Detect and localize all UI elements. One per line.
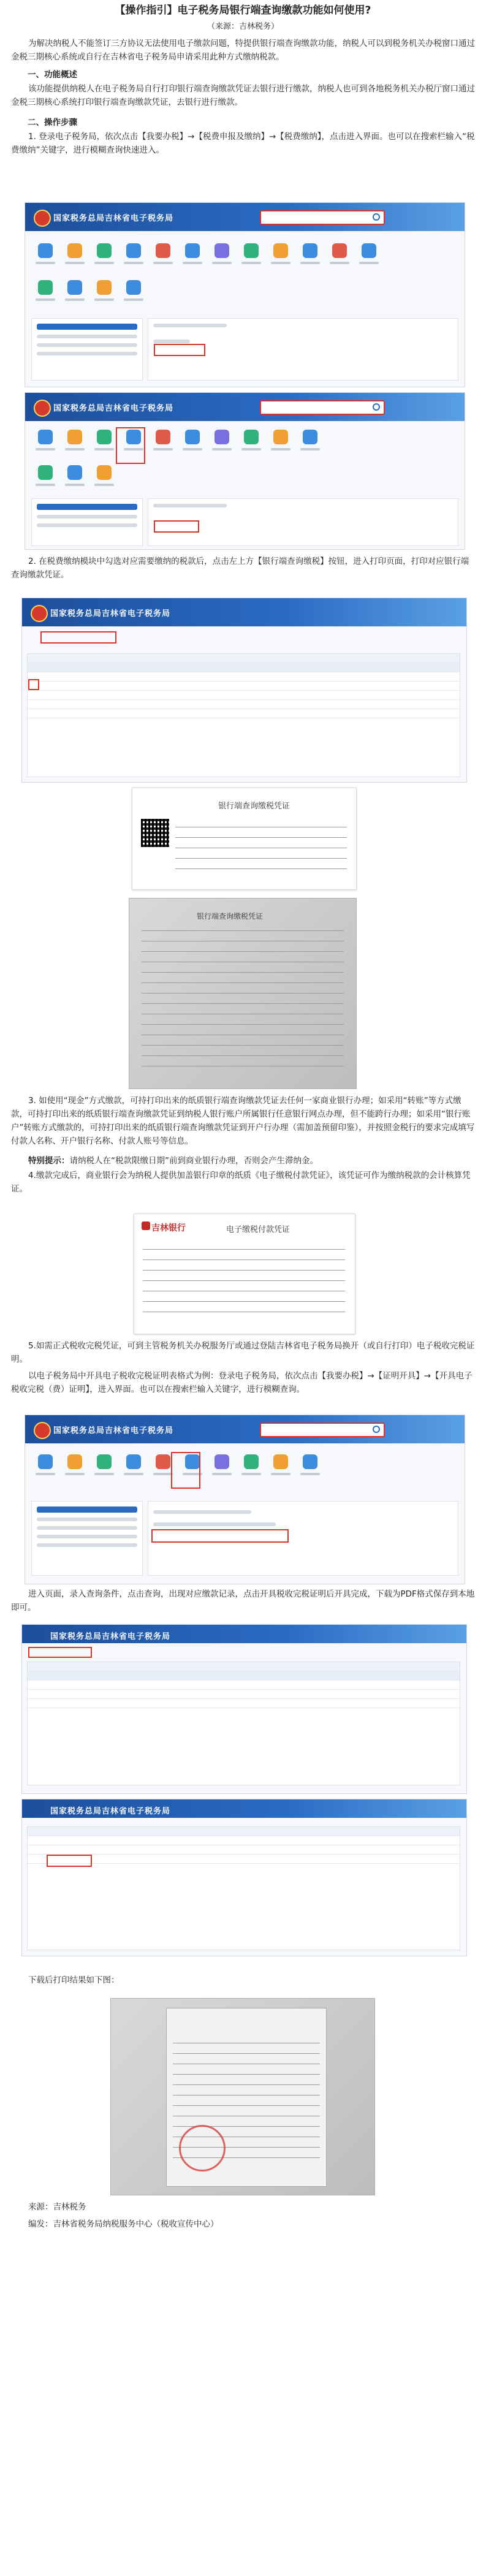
screenshot-certificate-query bbox=[21, 1624, 467, 1794]
voucher-title: 银行端查询缴税凭证 bbox=[218, 802, 290, 811]
step3-text: 3. 如使用“现金”方式缴款，可持打印出来的纸质银行端查询缴款凭证去任何一家商业银行办理；如采用“转账”等方式缴款，可持打印出来的纸质银行端查询缴款凭证到纳税人银行账户所属银行任意银行网点办理，但不能跨行办理；如采用“银行账户”转账方式缴款的，可持打印出来的纸质银行端查询缴款凭证到开户行办理（需加盖预留印鉴），并按照金税行的要求完成填写付款人名称、开户银行名称、付款人账号等信息。 bbox=[11, 1096, 475, 1146]
portal-banner bbox=[25, 1415, 465, 1443]
search-icon bbox=[373, 213, 380, 221]
app-icon[interactable] bbox=[34, 243, 57, 273]
banner-title: 国家税务总局吉林省电子税务局 bbox=[53, 404, 174, 413]
step5b-text: 以电子税务局中开具电子税收完税证明表格式为例：登录电子税务局，依次点击【我要办税】→【证明开具】→【开具电子税收完税（费）证明】，进入界面。也可以在搜索栏输入关键字，进行模糊查询。 bbox=[11, 1371, 473, 1394]
app-icon[interactable] bbox=[210, 430, 234, 459]
download-text: 下载后打印结果如下图： bbox=[28, 1975, 120, 1985]
portal-banner bbox=[22, 598, 466, 626]
app-icon[interactable] bbox=[240, 243, 263, 273]
intro-paragraph: 为解决纳税人不能签订三方协议无法使用电子缴款问题，特提供银行端查询缴款功能，纳税人可以到税务机关办税窗口通过金税三期核心系统或自行在吉林省电子税务局申请采用此种方式缴纳税款。 bbox=[11, 39, 475, 62]
source-line: （来源：吉林税务） bbox=[207, 22, 279, 31]
side-menu bbox=[31, 1501, 143, 1576]
special-tip bbox=[28, 1154, 476, 1168]
special-tip-text: 请纳税人在“税款限缴日期”前到商业银行办理，否则会产生滞纳金。 bbox=[69, 1156, 318, 1166]
highlight-box bbox=[47, 1855, 92, 1867]
tax-emblem-icon bbox=[34, 1422, 51, 1439]
bank-name: 吉林银行 bbox=[151, 1223, 186, 1233]
banner-title: 国家税务总局吉林省电子税务局 bbox=[50, 1807, 171, 1816]
voucher-photo bbox=[129, 898, 357, 1089]
app-icon[interactable] bbox=[34, 430, 57, 459]
screenshot-portal-2 bbox=[25, 392, 465, 550]
highlight-box bbox=[171, 1452, 200, 1489]
bank-voucher-image bbox=[134, 1214, 355, 1334]
app-icon[interactable] bbox=[298, 1454, 322, 1484]
screenshot-portal-3 bbox=[25, 1415, 465, 1584]
app-icon[interactable] bbox=[93, 465, 116, 495]
highlight-box bbox=[28, 1647, 92, 1658]
app-icon[interactable] bbox=[181, 243, 204, 273]
banner-title: 国家税务总局吉林省电子税务局 bbox=[50, 1632, 171, 1641]
result-table bbox=[27, 1826, 460, 1950]
app-icon[interactable] bbox=[93, 243, 116, 273]
app-icon[interactable] bbox=[34, 1454, 57, 1484]
footer-editor: 编发：吉林省税务局纳税服务中心（税收宣传中心） bbox=[28, 2219, 219, 2229]
search-icon bbox=[373, 403, 380, 411]
banner-title: 国家税务总局吉林省电子税务局 bbox=[53, 214, 174, 223]
app-icon[interactable] bbox=[298, 430, 322, 459]
app-icon-row bbox=[34, 243, 456, 273]
app-icon[interactable] bbox=[151, 430, 175, 459]
bank-voucher-title: 电子缴税付款凭证 bbox=[226, 1225, 290, 1234]
highlight-box bbox=[151, 1529, 289, 1543]
step5-text: 5.如需正式税收完税凭证，可到主管税务机关办税服务厅或通过登陆吉林省电子税务局换开（或自行打印）电子税收完税证明。 bbox=[11, 1341, 475, 1364]
app-icon[interactable] bbox=[357, 243, 381, 273]
app-icon[interactable] bbox=[122, 1454, 145, 1484]
app-icon-row bbox=[34, 280, 456, 310]
search-input[interactable] bbox=[260, 210, 385, 225]
step2-text: 2. 在税费缴纳模块中勾选对应需要缴纳的税款后，点击左上方【银行端查询缴税】按钮，进入打印页面，打印对应银行端查询缴款凭证。 bbox=[11, 557, 469, 580]
tax-emblem-icon bbox=[31, 605, 48, 622]
screenshot-portal-1 bbox=[25, 202, 465, 387]
app-icon[interactable] bbox=[93, 430, 116, 459]
banner-title: 国家税务总局吉林省电子税务局 bbox=[50, 609, 171, 618]
screenshot-certificate-result bbox=[21, 1799, 467, 1956]
step5c-text: 进入页面，录入查询条件，点击查询，出现对应缴款记录，点击开具税收完税证明后开具完成，下载为PDF格式保存到本地即可。 bbox=[11, 1589, 475, 1613]
query-table bbox=[27, 1662, 460, 1785]
app-icon[interactable] bbox=[93, 280, 116, 310]
step1-text: 1. 登录电子税务局，依次点击【我要办税】→【税费申报及缴纳】→【税费缴纳】，点击进入界面。也可以在搜索栏输入“税费缴纳”关键字，进行模糊查询快速进入。 bbox=[11, 132, 475, 155]
app-icon[interactable] bbox=[328, 243, 351, 273]
voucher-photo-title: 银行端查询缴税凭证 bbox=[197, 912, 264, 921]
app-icon-row bbox=[34, 1454, 456, 1484]
section2-heading: 二、操作步骤 bbox=[28, 118, 77, 127]
highlight-box bbox=[154, 344, 205, 356]
highlight-box bbox=[28, 679, 39, 690]
special-tip-label: 特别提示： bbox=[28, 1156, 70, 1166]
app-icon[interactable] bbox=[122, 280, 145, 310]
section1-heading: 一、功能概述 bbox=[28, 70, 77, 80]
bank-logo-icon bbox=[142, 1222, 150, 1230]
app-icon-row bbox=[34, 465, 456, 495]
app-icon[interactable] bbox=[240, 430, 263, 459]
side-menu bbox=[31, 498, 143, 546]
search-input[interactable] bbox=[260, 400, 385, 415]
highlight-box bbox=[40, 631, 116, 644]
app-icon[interactable] bbox=[240, 1454, 263, 1484]
app-icon[interactable] bbox=[63, 243, 86, 273]
app-icon[interactable] bbox=[210, 243, 234, 273]
app-icon[interactable] bbox=[181, 430, 204, 459]
red-stamp-icon bbox=[179, 2125, 226, 2171]
app-icon[interactable] bbox=[63, 430, 86, 459]
page-title: 【操作指引】电子税务局银行端查询缴款功能如何使用? bbox=[115, 4, 371, 17]
portal-banner bbox=[22, 1625, 466, 1643]
app-icon[interactable] bbox=[210, 1454, 234, 1484]
app-icon[interactable] bbox=[63, 465, 86, 495]
screenshot-payment-table bbox=[21, 598, 467, 783]
tax-emblem-icon bbox=[34, 210, 51, 227]
app-icon[interactable] bbox=[122, 243, 145, 273]
app-icon[interactable] bbox=[34, 280, 57, 310]
step4-text: 4.缴款完成后，商业银行会为纳税人提供加盖银行印章的纸质《电子缴税付款凭证》，该凭证可作为缴纳税款的会计核算凭证。 bbox=[11, 1171, 471, 1194]
highlight-box bbox=[154, 520, 199, 533]
highlight-box bbox=[116, 427, 145, 464]
portal-banner bbox=[25, 203, 465, 231]
app-icon[interactable] bbox=[34, 465, 57, 495]
app-icon[interactable] bbox=[93, 1454, 116, 1484]
banner-title: 国家税务总局吉林省电子税务局 bbox=[53, 1426, 174, 1435]
app-icon[interactable] bbox=[298, 243, 322, 273]
search-icon bbox=[373, 1426, 380, 1433]
app-icon-row bbox=[34, 430, 456, 459]
qr-code-overlay bbox=[141, 819, 169, 847]
side-menu bbox=[31, 318, 143, 381]
section1-text: 该功能提供纳税人在电子税务局自行打印银行端查询缴款凭证去银行进行缴款，纳税人也可到各地税务机关办税厅窗口通过金税三期核心系统打印银行端查询缴款凭证，去银行进行缴款。 bbox=[11, 84, 475, 107]
app-icon[interactable] bbox=[269, 430, 292, 459]
search-input[interactable] bbox=[260, 1423, 385, 1437]
tax-emblem-icon bbox=[34, 400, 51, 417]
app-icon[interactable] bbox=[63, 1454, 86, 1484]
certificate-photo bbox=[110, 1998, 375, 2195]
footer-source: 来源：吉林税务 bbox=[28, 2202, 86, 2212]
voucher-image-1 bbox=[132, 788, 357, 890]
app-icon[interactable] bbox=[269, 243, 292, 273]
portal-banner bbox=[25, 393, 465, 421]
payment-table bbox=[27, 653, 460, 777]
portal-banner bbox=[22, 1799, 466, 1818]
app-icon[interactable] bbox=[151, 243, 175, 273]
app-icon[interactable] bbox=[269, 1454, 292, 1484]
app-icon[interactable] bbox=[63, 280, 86, 310]
